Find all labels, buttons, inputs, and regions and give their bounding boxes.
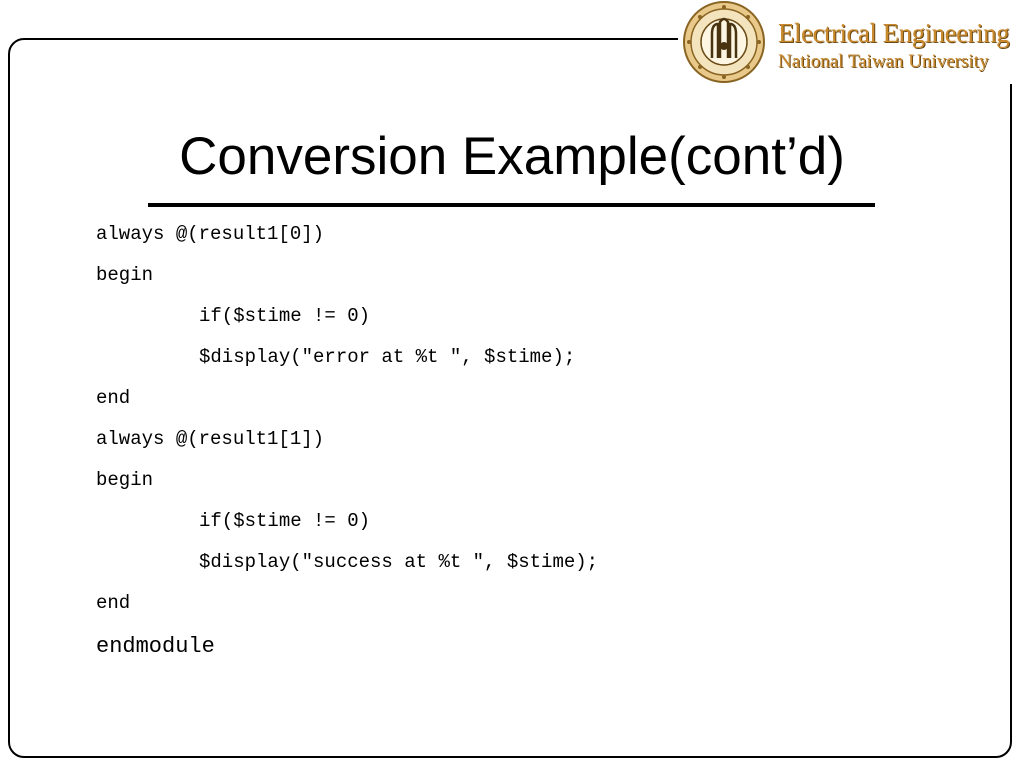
ntu-seal-icon [682, 0, 766, 84]
code-line: $display("error at %t ", $stime); [199, 346, 576, 368]
code-line: $display("success at %t ", $stime); [199, 551, 599, 573]
code-line: if($stime != 0) [199, 510, 371, 532]
code-line: always @(result1[1]) [96, 428, 325, 450]
code-line: end [96, 592, 131, 614]
slide-title: Conversion Example(cont’d) [179, 127, 845, 186]
title-underline [148, 203, 875, 207]
code-line: end [96, 387, 131, 409]
code-line: endmodule [96, 634, 215, 659]
code-line: begin [96, 469, 154, 491]
department-logo [678, 0, 1018, 84]
department-name: Electrical Engineering [778, 18, 1010, 48]
university-name: National Taiwan University [778, 51, 989, 72]
code-block [96, 219, 598, 674]
code-line: begin [96, 264, 154, 286]
code-line: always @(result1[0]) [96, 223, 325, 245]
code-line: if($stime != 0) [199, 305, 371, 327]
